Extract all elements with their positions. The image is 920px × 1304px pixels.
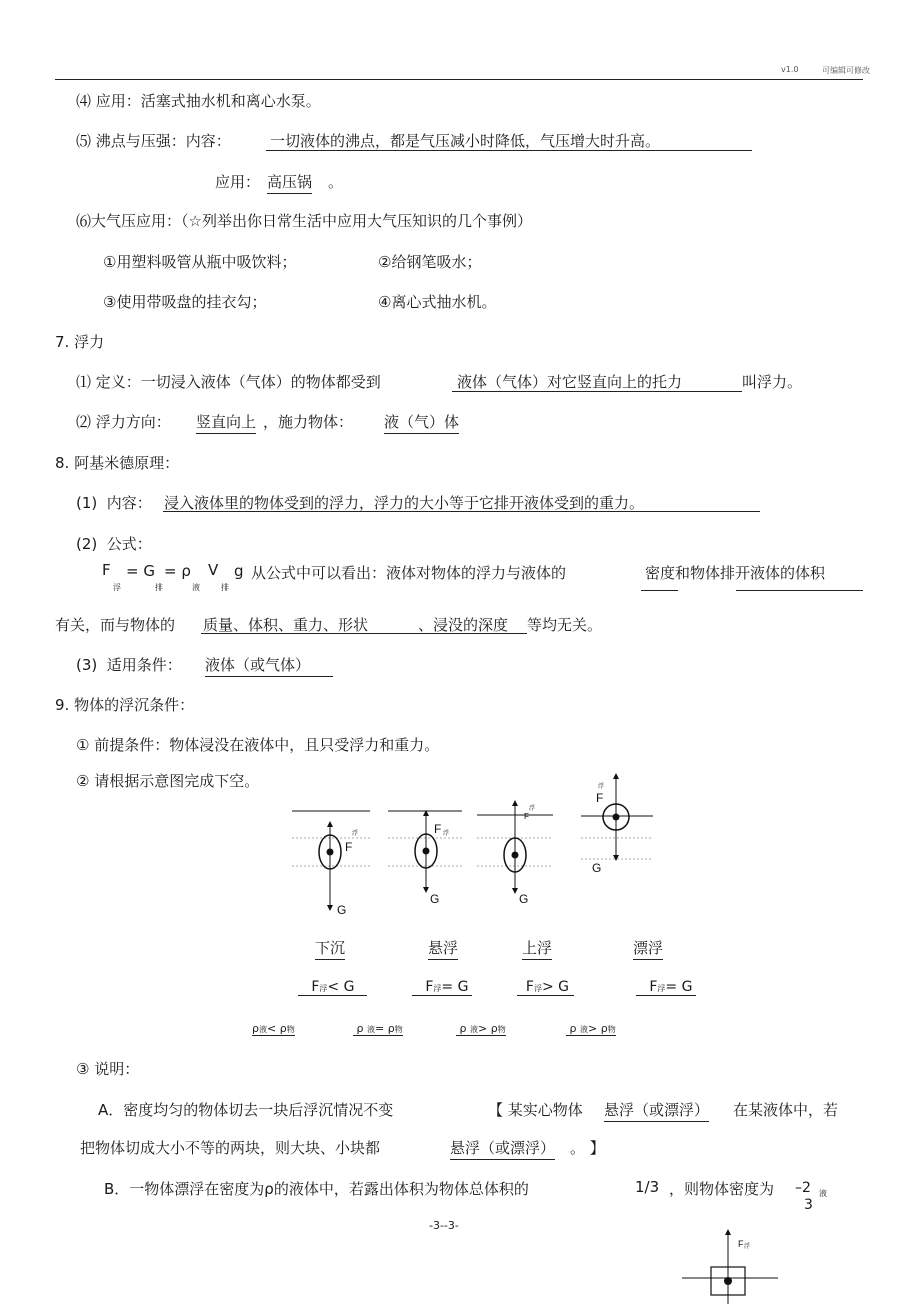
density-suspend-a: ρ (356, 1022, 364, 1035)
note-B-denominator: 3 (804, 1197, 813, 1213)
item-5-app-end: 。 (328, 173, 344, 191)
buoyancy-definition-answer: 液体（气体）对它竖直向上的托力 (457, 373, 683, 391)
force-suspend-F: F (425, 979, 434, 995)
force-rise-rel: > G (541, 979, 569, 995)
force-suspend-sub: 浮 (433, 984, 442, 993)
note-A-bracket: 【 某实心物体 (488, 1101, 583, 1119)
formula-g: g (234, 562, 244, 580)
formula-V: V (208, 561, 219, 579)
density-float-as: 液 (579, 1025, 588, 1034)
diagram-instruction: ② 请根据示意图完成下空。 (76, 772, 260, 790)
density-sink-bs: 物 (286, 1025, 295, 1034)
density-rise-as: 液 (469, 1025, 478, 1034)
section-7-title: 7. 浮力 (55, 333, 105, 351)
item-5-content: 一切液体的沸点，都是气压减小时降低，气压增大时升高。 (270, 132, 661, 150)
note-A-label: A．密度均匀的物体切去一块后浮沉情况不变 (98, 1101, 394, 1119)
density-float-bs: 物 (607, 1025, 616, 1034)
item-5-app-value: 高压锅 (267, 171, 312, 194)
condition-answer: 液体（或气体） (205, 654, 333, 677)
version-label: v1.0 (781, 65, 799, 74)
note-B-numerator: –2 (795, 1180, 811, 1196)
example-3: ③使用带吸盘的挂衣勾； (103, 293, 267, 311)
force-sink (298, 979, 367, 996)
formula-F: F (102, 561, 111, 579)
formula-sub-fu: 浮 (113, 583, 121, 592)
density-float-op: > ρ (587, 1022, 608, 1035)
note-B-text: B．一物体漂浮在密度为ρ的液体中，若露出体积为物体总体积的 (104, 1180, 529, 1198)
note-B-text-2: ，则物体密度为 (669, 1180, 775, 1198)
note-B-sub: 液 (819, 1189, 827, 1198)
state-suspend: 悬浮 (428, 937, 458, 960)
buoyancy-direction-answer: 竖直向上 (196, 411, 256, 434)
density-rise-bs: 物 (497, 1025, 506, 1034)
formula-eq-G: = G (126, 562, 155, 580)
float-F-label: F (596, 791, 604, 805)
fragment-F-sub: 浮 (744, 1244, 751, 1250)
force-suspend (412, 979, 472, 996)
fragment-F-label: F (738, 1239, 744, 1249)
diagram-float-fragment (682, 1232, 778, 1304)
item-7-1-num: ⑴ (76, 373, 92, 391)
suspend-F-label: F (434, 822, 442, 836)
example-4: ④离心式抽水机。 (378, 293, 497, 311)
formula-text: 从公式中可以看出：液体对物体的浮力与液体的 (251, 564, 567, 582)
item-8-2-label: 公式： (106, 535, 152, 553)
force-rise (517, 979, 574, 996)
density-sink (252, 1022, 295, 1036)
item-5-num: ⑸ (76, 132, 92, 150)
item-5-label: 沸点与压强：内容： (95, 132, 231, 150)
item-8-3-num: (3) (76, 656, 98, 674)
item-6-title: ⑹大气压应用：（☆列举出你日常生活中应用大气压知识的几个事例） (76, 212, 532, 230)
force-rise-F: F (525, 979, 534, 995)
rise-F-label: F (524, 812, 529, 821)
formula-relation-answer: 密度和物体排开液体的体积 (645, 564, 826, 582)
relation-depth: 、浸没的深度 (418, 616, 509, 634)
density-rise (456, 1022, 506, 1036)
state-sink: 下沉 (315, 937, 345, 960)
density-sink-op: < ρ (266, 1022, 287, 1035)
force-suspend-rel: = G (441, 979, 469, 995)
item-8-1-num: (1) (76, 494, 98, 512)
force-float (636, 979, 696, 996)
formula-sub-ye: 液 (192, 583, 200, 592)
diagram-sink (292, 811, 370, 908)
note-A-text-1: 在某液体中，若 (733, 1101, 839, 1119)
density-suspend-bs: 物 (394, 1025, 403, 1034)
item-8-2-num: (2) (76, 535, 98, 553)
density-sink-as: 液 (258, 1025, 267, 1034)
note-A-end: 。 】 (570, 1139, 605, 1157)
suspend-G-label: G (430, 892, 440, 906)
force-sink-rel: < G (327, 979, 355, 995)
force-sink-F: F (311, 979, 320, 995)
sink-F-label: F (345, 840, 353, 854)
item-7-2-label: 浮力方向： (95, 413, 171, 431)
section-9-title: 9. 物体的浮沉条件： (55, 696, 195, 714)
force-sink-sub: 浮 (319, 984, 328, 993)
example-1: ①用塑料吸管从瓶中吸饮料； (103, 253, 297, 271)
float-F-sub: 浮 (598, 784, 605, 790)
page-number: -3--3- (429, 1219, 459, 1232)
force-rise-sub: 浮 (533, 984, 542, 993)
diagram-suspend (388, 811, 462, 890)
item-7-1-label: 定义：一切浸入液体（气体）的物体都受到 (95, 373, 381, 391)
density-float-a: ρ (569, 1022, 577, 1035)
example-2: ②给钢笔吸水； (378, 253, 482, 271)
rise-F-sub: 浮 (529, 806, 536, 812)
relation-end: 等均无关。 (527, 616, 603, 634)
note-A-answer-2: 悬浮（或漂浮） (450, 1137, 555, 1160)
density-suspend-as: 液 (366, 1025, 375, 1034)
note-A-text-2: 把物体切成大小不等的两块，则大块、小块都 (80, 1139, 381, 1157)
note-A-answer-1: 悬浮（或漂浮） (604, 1099, 709, 1122)
state-float: 漂浮 (633, 937, 663, 960)
float-G-label: G (592, 861, 602, 875)
sink-G-label: G (337, 903, 347, 917)
rise-G-label: G (519, 892, 529, 906)
density-float (566, 1022, 616, 1036)
density-suspend-op: = ρ (374, 1022, 395, 1035)
relation-unrelated-answer: 质量、体积、重力、形状 (203, 616, 369, 634)
header-note: 可编辑可修改 (822, 66, 870, 75)
density-rise-a: ρ (459, 1022, 467, 1035)
relation-start: 有关，而与物体的 (55, 616, 176, 634)
item-8-1-label: 内容： (106, 494, 152, 512)
formula-eq-rho: = ρ (164, 562, 191, 580)
buoyancy-agent-answer: 液（气）体 (384, 411, 459, 434)
density-suspend (353, 1022, 403, 1036)
formula-sub-pai: 排 (155, 583, 163, 592)
force-float-rel: = G (665, 979, 693, 995)
diagram-float (581, 776, 653, 859)
state-rise: 上浮 (522, 937, 552, 960)
section-8-title: 8. 阿基米德原理： (55, 454, 180, 472)
formula-sub-pai2: 排 (221, 583, 229, 592)
premise: ① 前提条件：物体浸没在液体中，且只受浮力和重力。 (76, 736, 440, 754)
diagram-rise (477, 803, 553, 891)
item-4-text: 应用：活塞式抽水机和离心水泵。 (95, 92, 321, 110)
buoyancy-definition-end: 叫浮力。 (742, 373, 803, 391)
item-4-num: ⑷ (76, 92, 92, 110)
suspend-F-sub: 浮 (443, 831, 450, 837)
item-5-app-label: 应用： (215, 173, 261, 191)
sink-F-sub: 浮 (352, 831, 359, 837)
density-rise-op: > ρ (477, 1022, 498, 1035)
buoyancy-agent-label: ，施力物体： (263, 413, 354, 431)
item-8-3-label: 适用条件： (106, 656, 182, 674)
explanation-heading: ③ 说明： (76, 1060, 140, 1078)
item-7-2-num: ⑵ (76, 413, 92, 431)
force-float-F: F (649, 979, 658, 995)
archimedes-content-answer: 浸入液体里的物体受到的浮力，浮力的大小等于它排开液体受到的重力。 (164, 494, 645, 512)
note-B-fraction: 1/3 (635, 1178, 660, 1196)
density-sink-a: ρ (252, 1022, 259, 1035)
force-float-sub: 浮 (657, 984, 666, 993)
